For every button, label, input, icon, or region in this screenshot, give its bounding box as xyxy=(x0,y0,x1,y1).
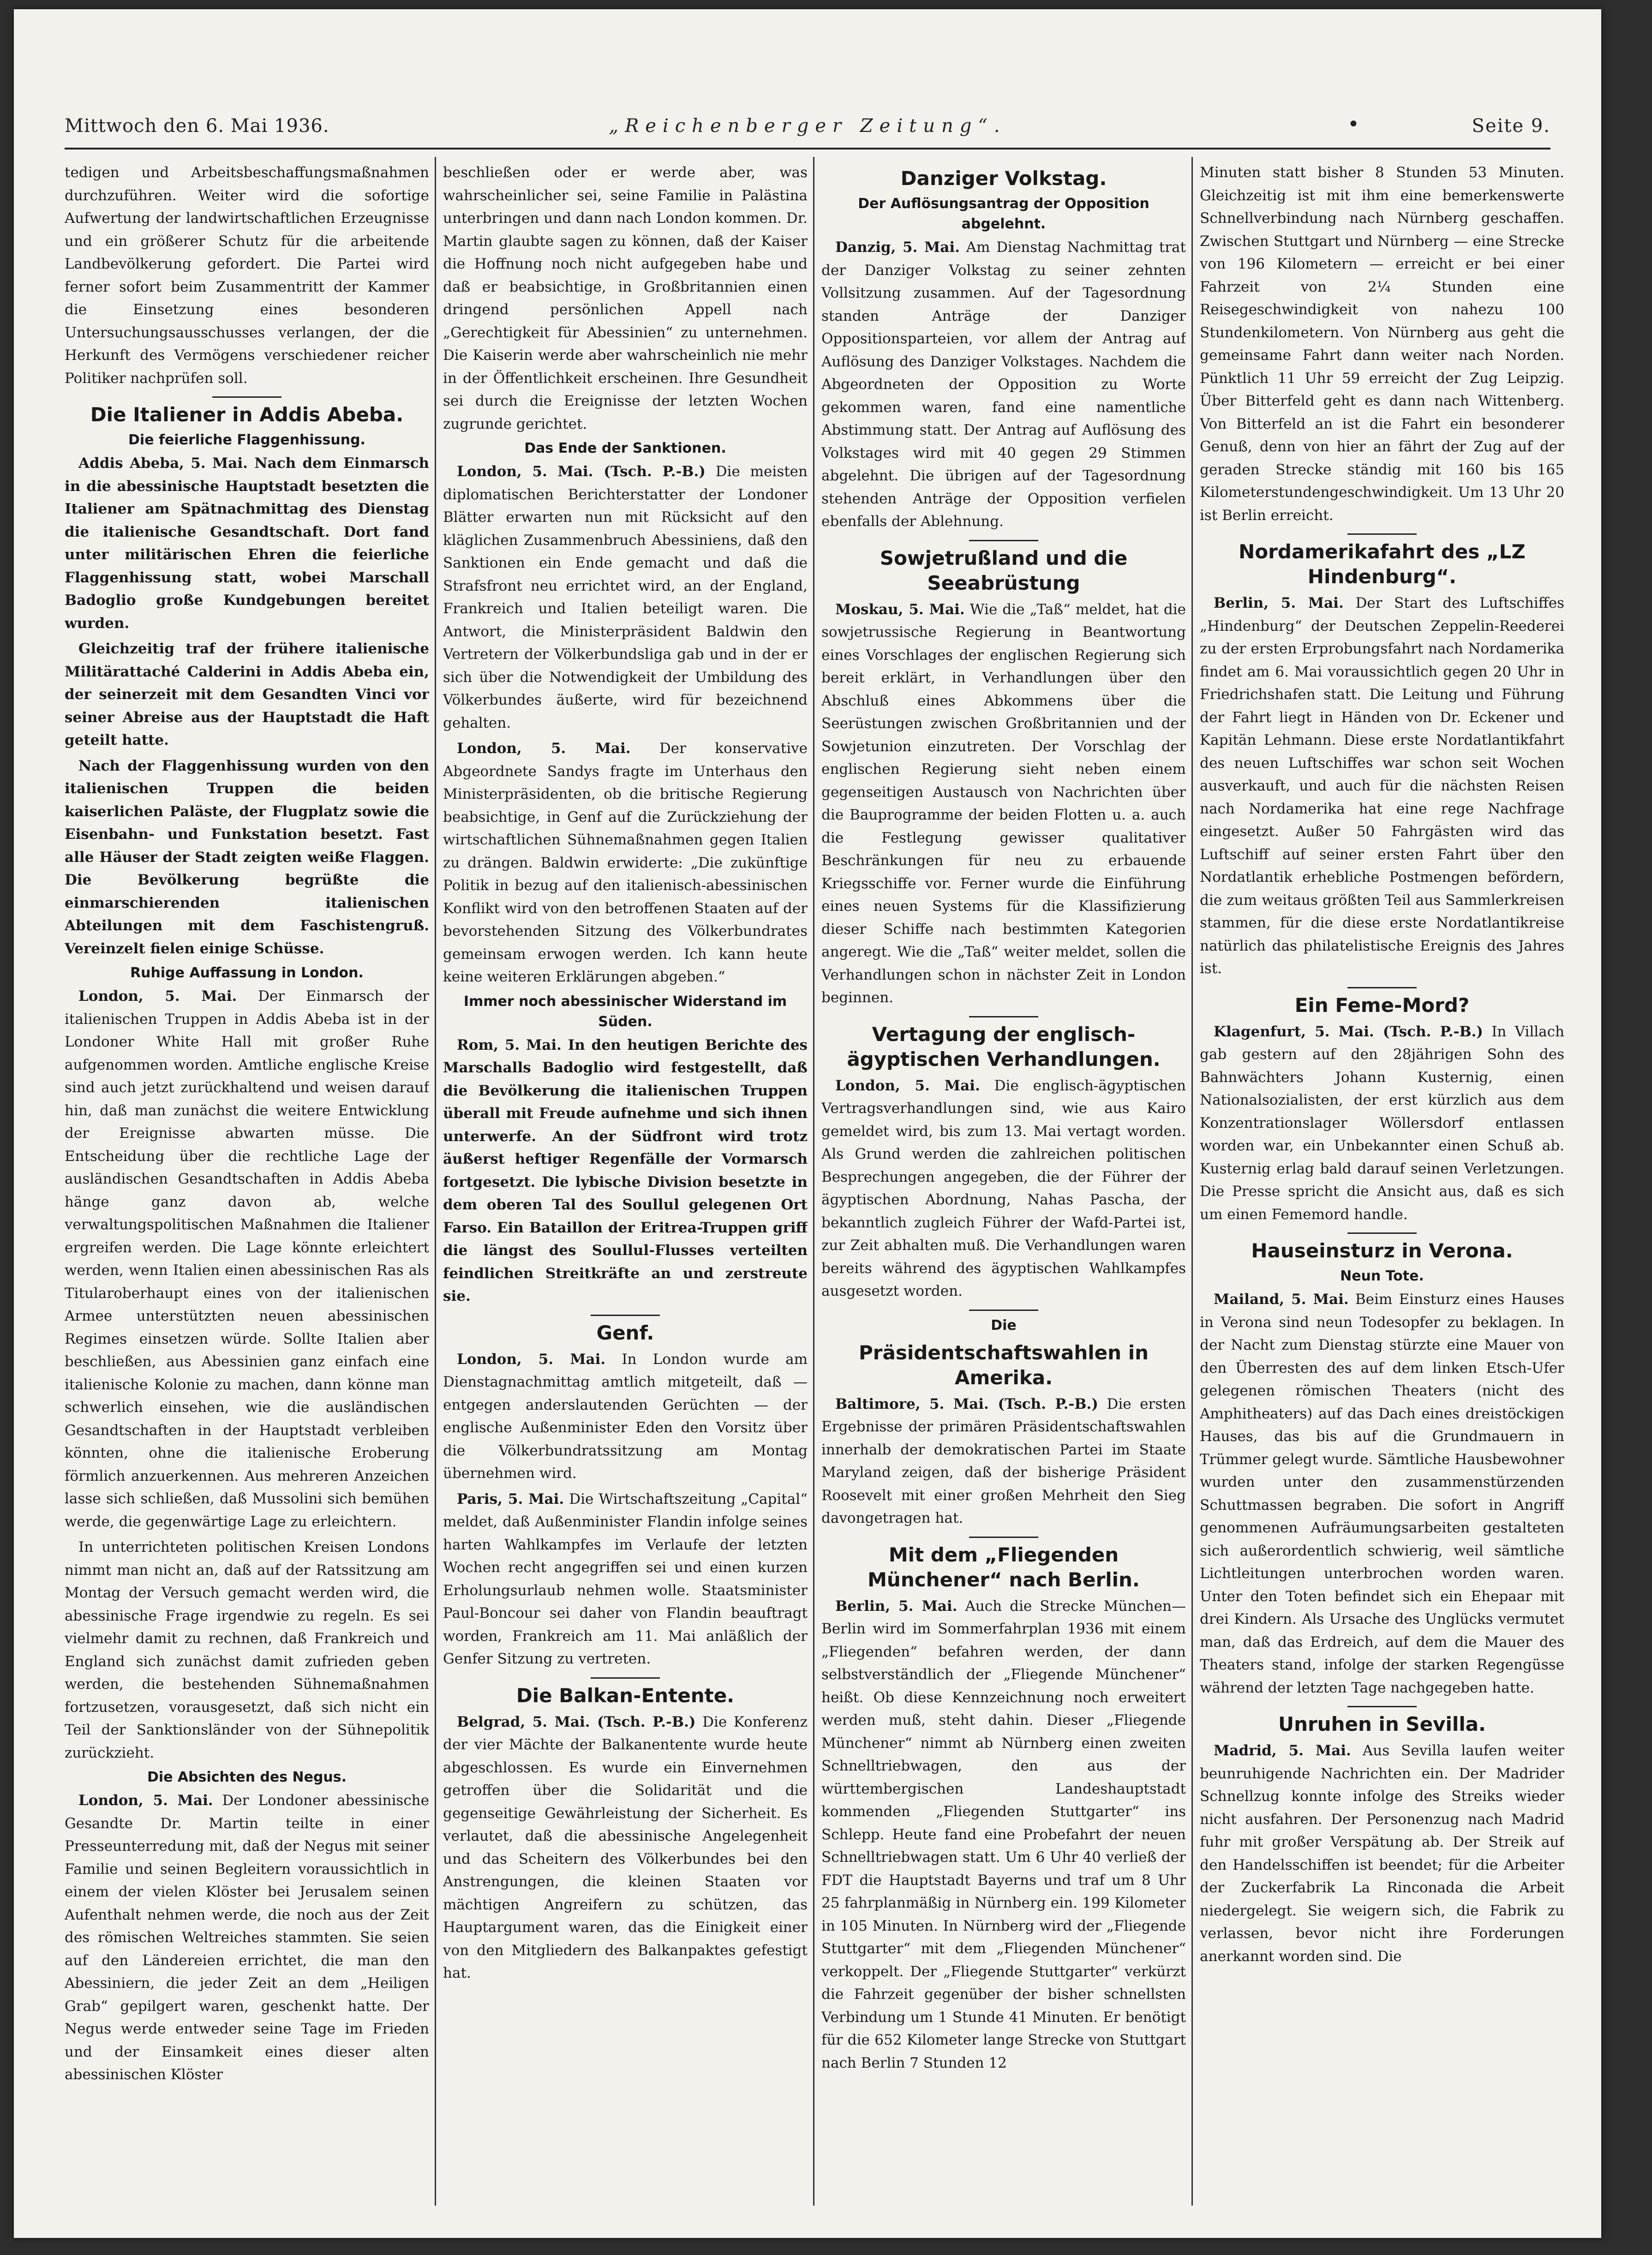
dateline: Mailand, 5. Mai. xyxy=(1214,1291,1349,1308)
article-paragraph xyxy=(1200,1740,1564,1968)
article-paragraph xyxy=(443,461,808,735)
article-paragraph xyxy=(443,737,808,989)
subheadline-ende: Das Ende der Sanktionen. xyxy=(524,440,726,456)
section-separator xyxy=(591,1677,660,1679)
paragraph-text: Am Dienstag Nachmittag trat der Danziger Volkstag zu seiner zehnten Vollsitzung zusammen. Auf der Tagesordnung standen Anträge der Danziger Oppositionsparteien, vor allem der Antrag auf Auflösung des Danziger Volkstages. Nachdem die Abgeordneten der Opposition zu Worte gekommen waren, fand eine namentliche Abstimmung statt. Der Antrag auf Auflösung des Volkstages wird mit 40 gegen 29 Stimmen abgelehnt. Die übrigen auf der Tagesordnung stehenden Anträge der Opposition verfielen ebenfalls der Ablehnung. xyxy=(821,239,1186,530)
section-separator xyxy=(1347,1232,1417,1234)
headline-hindenburg: Nordamerikafahrt des „LZ Hindenburg“. xyxy=(1239,540,1526,588)
section-separator xyxy=(212,396,281,398)
article-paragraph: tedigen und Arbeitsbeschaffungsmaßnahmen durchzuführen. Weiter wird die sofortige Aufwertung der landwirtschaftlichen Erzeugnisse und ein größerer Schutz für die arbeitende Landbevölkerung gefordert. Die Partei wird ferner sofort beim Zusammentritt der Kammer die Einsetzung eines besonderen Untersuchungsausschusses verlangen, der die Herkunft des Vermögens verschiedener reicher Politiker nachprüfen soll. xyxy=(65,164,429,387)
paragraph-text: Die englisch-ägyptischen Vertragsverhandlungen sind, wie aus Kairo gemeldet wird, bis zum 13. Mai vertagt worden. Als Grund werden die zahlreichen politischen Besprechungen angegeben, die der Führer der ägyptischen Abordnung, Nahas Pascha, der bekanntlich zugleich Führer der Wafd-Partei ist, zur Zeit abhalten muß. Die Verhandlungen waren bereits während des ägyptischen Wahlkampfes ausgesetzt worden. xyxy=(821,1077,1186,1299)
headline-vertagung: Vertagung der englisch-ägyptischen Verhandlungen. xyxy=(847,1023,1161,1071)
headline-muenchener: Mit dem „Fliegenden Münchener“ nach Berlin. xyxy=(868,1543,1140,1591)
paragraph-text: Die Konferenz der vier Mächte der Balkanentente wurde heute abgeschlossen. Es wurde ein Einvernehmen getroffen über die Solidarität und die gegenseitige Gewährleistung der Sicherheit. Es verlautet, daß die abessinische Angelegenheit und das Scheitern des Völkerbundes bei den Anstrengungen, die kleinen Staaten vor mächtigen Angreifern zu schützen, das Hauptargument waren, das die Einigkeit einer von den Mitgliedern des Balkanpaktes gefestigt hat. xyxy=(443,1713,808,1981)
paragraph-text: Auch die Strecke München—Berlin wird im Sommerfahrplan 1936 mit einem „Fliegenden“ befahren werden, der dann selbstverständlich der „Fliegende Münchener“ heißt. Ob diese Kennzeichnung noch erweitert werden muß, steht dahin. Dieser „Fliegende Münchener“ nimmt ab Nürnberg einen zweiten Schnelltriebwagen, den aus der württembergischen Landeshauptstadt kommenden „Fliegenden Stuttgarter“ ins Schlepp. Heute fand eine Probefahrt der neuen Schnelltriebwagen statt. Um 6 Uhr 40 verließ der FDT die Hauptstadt Bayerns und traf um 8 Uhr 25 fahrplanmäßig in Nürnberg ein. 199 Kilometer in 105 Minuten. In Nürnberg wird der „Fliegende Stuttgarter“ mit dem „Fliegenden Münchener“ verkoppelt. Der „Fliegende Stuttgarter“ verkürzt die Fahrzeit gegenüber der bisher schnellsten Verbindung um 1 Stunde 41 Minuten. Er benötigt für die 652 Kilometer lange Strecke von Stuttgart nach Berlin 7 Stunden 12 xyxy=(821,1597,1186,2071)
paragraph-text: Der Einmarsch der italienischen Truppen in Addis Abeba ist in der Londoner White Hall mit großer Ruhe aufgenommen worden. Amtliche englische Kreise sind auch jetzt zurückhaltend und weisen darauf hin, daß man zunächst die weitere Entwicklung der Ereignisse abwarten müsse. Die Entscheidung über die rechtliche Lage der ausländischen Gesandtschaften in Addis Abeba hänge ganz davon ab, welche verwaltungspolitischen Maßnahmen die Italiener ergreifen werden. Die Lage könnte erleichtert werden, wenn Italien einen abessinischen Ras als Titularoberhaupt eines von der italienischen Armee unterstützten neuen abessinischen Regimes einsetzen würde. Sollte Italien aber beschließen, aus Abessinien ganz einfach eine italienische Kolonie zu machen, dann könne man schwerlich einsehen, wie die ausländischen Gesandtschaften in der Hauptstadt verbleiben könnten, ohne die italienische Eroberung förmlich anzuerkennen. Aus mehreren Anzeichen lasse sich schließen, daß Mussolini sich bemühen werde, die gegenwärtige Lage zu erleichtern. xyxy=(65,988,429,1530)
article-paragraph xyxy=(443,1488,808,1671)
dateline: Addis Abeba, 5. Mai. xyxy=(78,455,248,472)
article-paragraph xyxy=(443,1034,808,1308)
article-paragraph xyxy=(65,452,429,635)
article-paragraph xyxy=(821,1075,1186,1303)
paragraph-text: Der konservative Abgeordnete Sandys fragte im Unterhaus den Ministerpräsidenten, ob die britische Regierung beabsichtige, in Genf auf die Zurückziehung der wirtschaftlichen Sühnemaßnahmen gegen Italien zu drängen. Baldwin erwiderte: „Die zukünftige Politik in bezug auf den italienisch-abessinischen Konflikt wird von den betroffenen Staaten auf der bevorstehenden Sitzung des Völkerbundrates gemeinsam erwogen werden. Ich kann heute keine weiteren Erklärungen abgeben.“ xyxy=(443,740,808,985)
dateline: London, 5. Mai. xyxy=(78,988,237,1005)
article-paragraph xyxy=(443,1711,808,1985)
article-paragraph: Minuten statt bisher 8 Stunden 53 Minuten. Gleichzeitig ist mit ihm eine bemerkenswerte Schnellverbindung nach Nürnberg geschaffen. Zwischen Stuttgart und Nürnberg — eine Strecke von 196 Kilometern — erreicht er bei einer Fahrzeit von 2¼ Stunden eine Reisegeschwindigkeit von nahezu 100 Stundenkilometern. Von Nürnberg aus geht die gemeinsame Fahrt dann weiter nach Norden. Pünktlich 11 Uhr 59 erreicht der Zug Leipzig. Über Bitterfeld geht es dann nach Wittenberg. Von Bitterfeld an ist die Fahrt ein besonderer Genuß, denn von hier an fährt der Zug auf der geraden Strecke ständig mit 160 bis 165 Kilometerstundengeschwindigkeit. Um 13 Uhr 20 ist Berlin erreicht. xyxy=(1200,164,1564,524)
dateline: London, 5. Mai. xyxy=(835,1077,980,1094)
dateline: London, 5. Mai. xyxy=(457,1351,606,1368)
dateline: Belgrad, 5. Mai. (Tsch. P.-B.) xyxy=(457,1713,696,1730)
paragraph-text: Nach dem Einmarsch in die abessinische Hauptstadt besetzten die Italiener am Spätnachmittag des Dienstag die italienische Gesandtschaft. Dort fand unter militärischen Ehren die feierliche Flaggenhissung statt, wobei Marschall Badoglio große Kundgebungen bereitet wurden. xyxy=(65,455,429,632)
dateline: Berlin, 5. Mai. xyxy=(1214,595,1344,611)
paragraph-text: Beim Einsturz eines Hauses in Verona sind neun Todesopfer zu beklagen. In der Nacht zum Dienstag stürzte eine Mauer von den Überresten des auf dem linken Etsch-Ufer gelegenen römischen Theaters (nicht des Amphitheaters) auf das Dach eines dreistöckigen Hauses, das bis auf die Grundmauern in Trümmer gelegt wurde. Sämtliche Hausbewohner wurden unter den zusammenstürzenden Schuttmassen begraben. Die sofort in Angriff genommenen Aufräumungsarbeiten gestalteten sich außerordentlich schwierig, weil sämtliche Lichtleitungen unterbrochen worden waren. Unter den Toten befindet sich ein Ehepaar mit drei Kindern. Als Ursache des Unglücks vermutet man, daß das Erdreich, auf dem die Mauer des Theaters stand, infolge der starken Regengüsse während der letzten Tage nachgegeben hatte. xyxy=(1200,1291,1564,1696)
article-paragraph: In unterrichteten politischen Kreisen Londons nimmt man nicht an, daß auf der Ratssitzung am Montag der Versuch gemacht werden wird, die abessinische Frage irgendwie zu regeln. Es sei vielmehr damit zu rechnen, daß Frankreich und England sich zunächst damit zufrieden geben werden, die bestehenden Sühnemaßnahmen fortzusetzen, vorausgesetzt, daß sich nicht ein Teil der Sanktionsländer von der Sühnepolitik zurückzieht. xyxy=(65,1539,429,1761)
dateline: London, 5. Mai. xyxy=(78,1792,213,1809)
paragraph-text: Die ersten Ergebnisse der primären Präsidentschaftswahlen innerhalb der demokratischen Partei im Staate Maryland zeigen, daß der bisherige Präsident Roosevelt mit einer großen Mehrheit den Sieg davongetragen hat. xyxy=(821,1395,1186,1526)
subheadline-ruhige: Ruhige Auffassung in London. xyxy=(130,965,364,981)
dateline: Rom, 5. Mai. xyxy=(457,1036,562,1053)
section-separator xyxy=(969,1537,1038,1538)
dateline: Danzig, 5. Mai. xyxy=(835,239,960,256)
dateline: Klagenfurt, 5. Mai. (Tsch. P.-B.) xyxy=(1214,1023,1483,1040)
dateline: Paris, 5. Mai. xyxy=(457,1490,564,1507)
subheadline-danzig: Der Auflösungsantrag der Opposition abgelehnt. xyxy=(858,196,1149,232)
paragraph-text: In den heutigen Berichte des Marschalls Badoglio wird festgestellt, daß die Bevölkerung die italienischen Truppen überall mit Freude aufnehme und sich ihnen unterwerfe. An der Südfront wird trotz äußerst heftiger Regenfälle der Vormarsch fortgesetzt. Die lybische Division besetzte in dem oberen Tal des Soullul gelegenen Ort Farso. Ein Bataillon der Eritrea-Truppen griff die längst des Soullul-Flusses verteilten feindlichen Streitkräfte an und zerstreute sie. xyxy=(443,1036,808,1304)
column-3 xyxy=(821,161,1186,2201)
article-paragraph xyxy=(65,985,429,1533)
column-2 xyxy=(443,161,808,2201)
header-date: Mittwoch den 6. Mai 1936. xyxy=(65,115,329,137)
headline-italiener: Die Italiener in Addis Abeba. xyxy=(90,403,404,426)
paragraph-text: Der Start des Luftschiffes „Hindenburg“ der Deutschen Zeppelin-Reederei zu der ersten Erprobungsfahrt nach Nordamerika findet am 6. Mai voraussichtlich gegen 20 Uhr in Friedrichshafen statt. Die Leitung und Führung der Fahrt liegt in Händen von Dr. Eckener und Kapitän Lehmann. Diese erste Nordatlantikfahrt des neuen Luftschiffes war schon seit Wochen ausverkauft, und auch für die nächsten Reisen nach Nordamerika hat eine rege Nachfrage eingesetzt. Außer 50 Fahrgästen wird das Luftschiff auf seiner ersten Fahrt über den Nordatlantik erhebliche Postmengen befördern, die zum weitaus größten Teil aus Sammlerkreisen stammen, für die diese erste Nordatlantikreise natürlich das philatelistische Ereignis des Jahres ist. xyxy=(1200,595,1564,977)
article-paragraph xyxy=(821,1393,1186,1530)
paragraph-text: Aus Sevilla laufen weiter beunruhigende Nachrichten ein. Der Madrider Schnellzug konnte infolge des Streiks wieder nicht ausfahren. Der Personenzug nach Madrid fuhr mit großer Verspätung ab. Der Streik auf den Handelsschiffen ist beendet; für die Arbeiter der Zuckerfabrik La Rinconada die Arbeit niedergelegt. Sie weigern sich, die Fabrik zu verlassen, bevor nicht ihre Forderungen anerkannt worden sind. Die xyxy=(1200,1742,1564,1965)
subheadline-absichten: Die Absichten des Negus. xyxy=(147,1769,347,1785)
dateline: London, 5. Mai. (Tsch. P.-B.) xyxy=(457,463,706,480)
paragraph-text: In London wurde am Dienstagnachmittag amtlich mitgeteilt, daß — entgegen anderslautenden Gerüchten — der englische Außenminister Eden den Vorsitz über die Völkerbundratssitzung am Montag übernehmen wird. xyxy=(443,1351,808,1482)
newspaper-title: „Reichenberger Zeitung“. xyxy=(609,115,1006,137)
page-number: Seite 9. xyxy=(1472,115,1550,137)
article-paragraph xyxy=(1200,1021,1564,1226)
article-paragraph xyxy=(821,1595,1186,2075)
dateline: Moskau, 5. Mai. xyxy=(835,601,965,618)
headline-danzig: Danziger Volkstag. xyxy=(900,167,1107,190)
article-paragraph xyxy=(443,1348,808,1485)
article-paragraph xyxy=(1200,1288,1564,1699)
column-rule xyxy=(813,157,814,2206)
article-paragraph: Nach der Flaggenhissung wurden von den italienischen Truppen die beiden kaiserlichen Paläste, der Flugplatz sowie die Eisenbahn- und Funkstation besetzt. Fast alle Häuser der Stadt zeigten weiße Flaggen. Die Bevölkerung begrüßte die einmarschierenden italienischen Abteilungen mit dem Faschistengruß. Vereinzelt fielen einige Schüsse. xyxy=(65,757,429,957)
header-rule xyxy=(65,148,1550,150)
dateline: London, 5. Mai. xyxy=(457,740,631,757)
paragraph-text: In Villach gab gestern auf den 28jährigen Sohn des Bahnwächters Johann Kusternig, einen Nationalsozialisten, der erst kürzlich aus dem Konzentrationslager Wöllersdorf entlassen worden war, ein Unbekannter einen Schuß ab. Kusternig erlag bald darauf seinen Verletzungen. Die Presse spricht die Ansicht aus, daß es sich um einen Fememord handle. xyxy=(1200,1023,1564,1223)
article-paragraph: Gleichzeitig traf der frühere italienische Militärattaché Calderini in Addis Abeba ein, der seinerzeit mit dem Gesandten Vinci vor seiner Abreise aus der Hauptstadt die Haft geteilt hatte. xyxy=(65,640,429,748)
article-paragraph xyxy=(65,1789,429,2087)
section-separator xyxy=(1347,1706,1417,1707)
page-header xyxy=(65,115,1550,145)
column-1 xyxy=(65,161,429,2201)
column-rule xyxy=(435,157,436,2206)
dateline: Baltimore, 5. Mai. (Tsch. P.-B.) xyxy=(835,1395,1098,1412)
subheadline-tote: Neun Tote. xyxy=(1340,1268,1424,1284)
paragraph-text: Der Londoner abessinische Gesandte Dr. Martin teilte in einer Presseunterredung mit, daß der Negus mit seiner Familie und seinen Begleitern voraussichtlich in einem der vielen Klöster bei Jerusalem seinen Aufenthalt nehmen werde, die noch aus der Zeit des römischen Weltreiches stammten. Sie seien auf den Ländereien errichtet, die man den Abessiniern, die jeder Zeit an dem „Heiligen Grab“ gepilgert waren, geschenkt hatte. Der Negus werde entweder seine Tage im Frieden und der Einsamkeit eines dieser alten abessinischen Klöster xyxy=(65,1792,429,2083)
headline-feme-mord: Ein Feme-Mord? xyxy=(1294,993,1470,1017)
article-paragraph xyxy=(1200,592,1564,981)
section-separator xyxy=(969,1016,1038,1017)
paragraph-text: Die Wirtschaftszeitung „Capital“ meldet, daß Außenminister Flandin infolge seines harten Wahlkampfes im Verlaufe der letzten Wochen recht angegriffen sei und einen kurzen Erholungsurlaub nehmen wolle. Staatsminister Paul-Boncour sei daher von Flandin beauftragt worden, Frankreich am 11. Mai anläßlich der Genfer Sitzung zu vertreten. xyxy=(443,1490,808,1667)
headline-balkan: Die Balkan-Entente. xyxy=(516,1684,735,1707)
section-separator xyxy=(591,1315,660,1316)
paragraph-text: Wie die „Taß“ meldet, hat die sowjetrussische Regierung in Beantwortung eines Vorschlages der englischen Regierung sich bereit erklärt, in Verhandlungen über den Abschluß eines Abkommens über die Seerüstungen zwischen Großbritannien und der Sowjetunion einzutreten. Der Vorschlag der englischen Regierung sieht neben einem gegenseitigen Austausch von Nachrichten über die Bauprogramme der beiden Flotten u. a. auch die Festlegung gewisser qualitativer Beschränkungen für neu zu erbauende Kriegsschiffe vor. Ferner wurde die Einführung eines neuen Systems für die Klassifizierung dieser Schiffe nach bestimmten Kategorien angeregt. Wie die „Taß“ weiter meldet, sollen die Verhandlungen schon in nächster Zeit in London beginnen. xyxy=(821,601,1186,1006)
section-separator xyxy=(1347,987,1417,988)
subheadline-flaggen: Die feierliche Flaggenhissung. xyxy=(128,432,365,448)
headline-praes-prefix: Die xyxy=(991,1317,1017,1334)
dateline: Berlin, 5. Mai. xyxy=(835,1597,958,1615)
headline-praesidentschaft: Präsidentschaftswahlen in Amerika. xyxy=(859,1341,1149,1389)
newspaper-page xyxy=(14,9,1601,2238)
article-paragraph: beschließen oder er werde aber, was wahrscheinlicher sei, seine Familie in Palästina unterbringen und dann nach London kommen. Dr. Martin glaubte sagen zu können, daß der Kaiser die Hoffnung noch nicht aufgegeben habe und daß er beabsichtige, in Großbritannien einen dringend persönlichen Appell nach „Gerechtigkeit für Abessinien“ zu unternehmen. Die Kaiserin werde aber wahrscheinlich nie mehr in der Öffentlichkeit erscheinen. Ihre Gesundheit sei durch die Ereignisse der letzten Wochen zugrunde gerichtet. xyxy=(443,164,808,432)
section-separator xyxy=(1347,533,1417,535)
section-separator xyxy=(969,540,1038,541)
headline-hauseinsturz: Hauseinsturz in Verona. xyxy=(1251,1239,1513,1262)
headline-sevilla: Unruhen in Sevilla. xyxy=(1278,1713,1486,1735)
section-separator xyxy=(969,1310,1038,1311)
subheadline-widerstand: Immer noch abessinischer Widerstand im Süden. xyxy=(463,993,787,1030)
paragraph-text: Die meisten diplomatischen Berichterstatter der Londoner Blätter erwarten nun mit Rücksicht auf den kläglichen Zusammenbruch Abessiniens, daß den Sanktionen ein Ende gemacht und daß die Strafsfront neu errichtet wird, an der England, Frankreich und Italien beteiligt waren. Die Antwort, die Ministerpräsident Baldwin den Vertretern der Völkerbundsliga gab und in der er sich über die Notwendigkeit der Umbildung des Völkerbundes äußerte, wird für bezeichnend gehalten. xyxy=(443,463,808,731)
article-paragraph xyxy=(821,236,1186,533)
headline-sowjet: Sowjetrußland und die Seeabrüstung xyxy=(880,546,1128,594)
dateline: Madrid, 5. Mai. xyxy=(1214,1742,1351,1759)
header-bullet: • xyxy=(1347,113,1359,136)
column-4 xyxy=(1200,161,1564,2201)
article-paragraph xyxy=(821,598,1186,1010)
headline-genf: Genf. xyxy=(596,1321,654,1344)
column-rule xyxy=(1191,157,1193,2206)
